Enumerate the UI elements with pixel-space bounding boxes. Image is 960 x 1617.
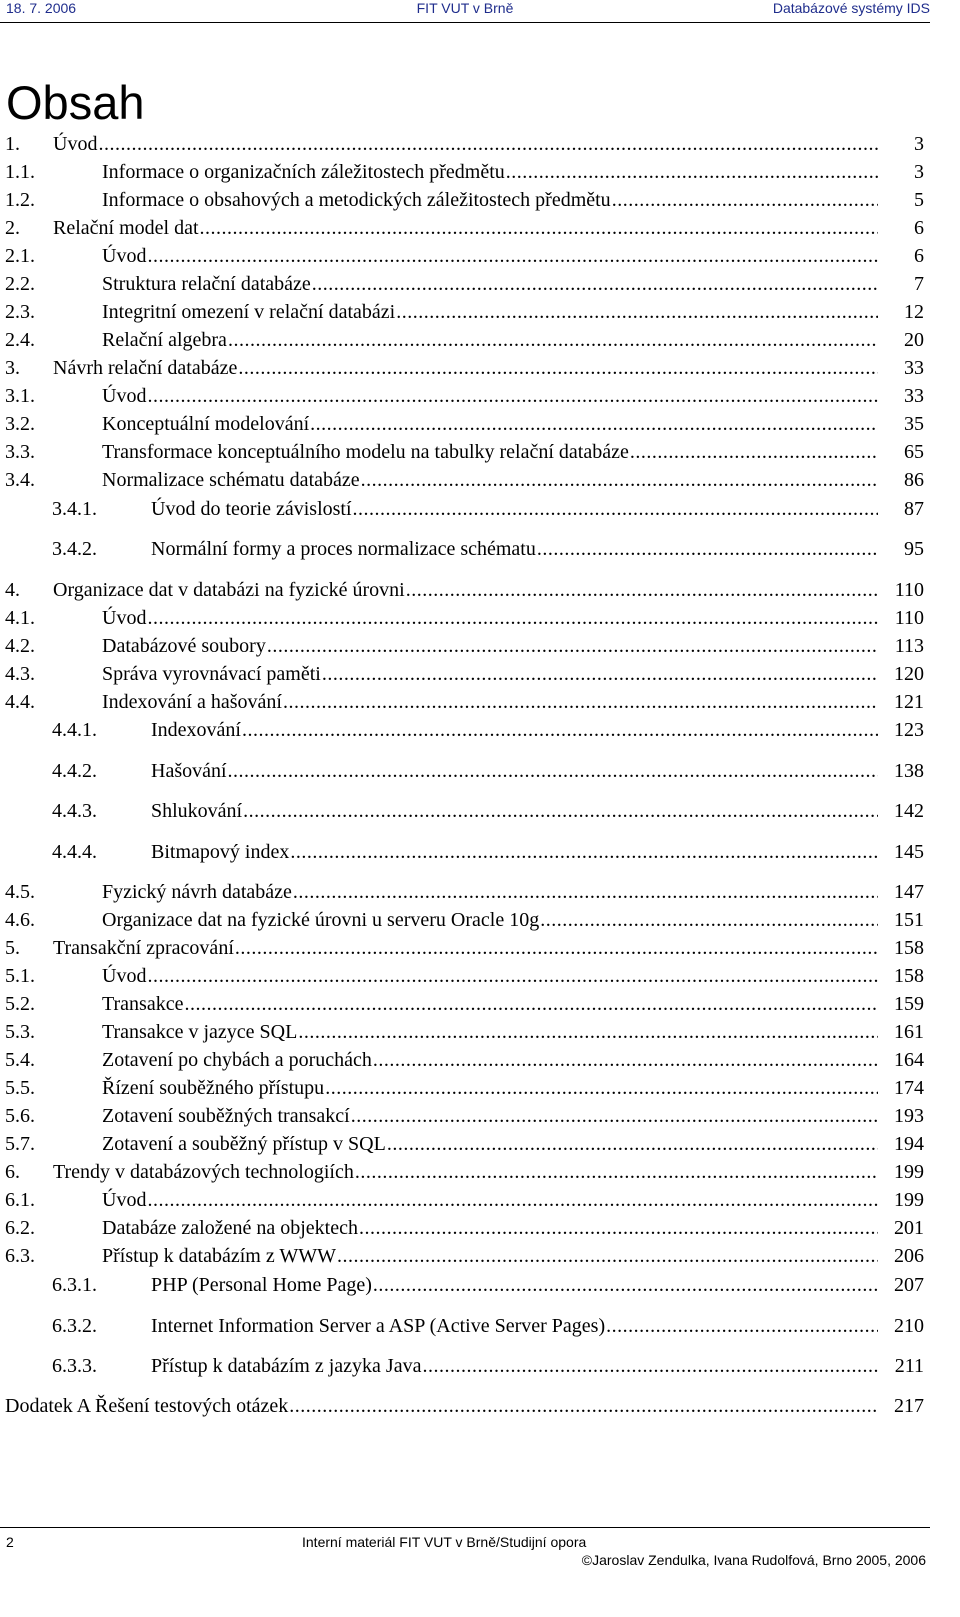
toc-entry-title-wrap (102, 411, 880, 437)
toc-entry-title: Fyzický návrh databáze (102, 881, 292, 903)
toc-entry-number: 6.3.3. (52, 1355, 97, 1377)
toc-entry-page: 33 (904, 385, 924, 407)
toc-entry-title-wrap (102, 187, 880, 213)
toc-dot-leader (238, 355, 878, 381)
toc-entry-title-wrap (53, 577, 880, 603)
toc-entry-title: Zotavení po chybách a poruchách (102, 1049, 372, 1071)
toc-entry-number: 6.1. (5, 1189, 35, 1211)
toc-entry-title: Normální formy a proces normalizace schématu (151, 538, 536, 560)
toc-entry[interactable] (0, 131, 928, 157)
toc-dot-leader (337, 1243, 878, 1269)
toc-entry-title-wrap (102, 383, 880, 409)
toc-dot-leader (355, 1159, 878, 1185)
toc-entry-number: 2. (5, 217, 20, 239)
toc-entry-page: 120 (894, 663, 924, 685)
toc-dot-leader (396, 299, 878, 325)
toc-entry-page: 20 (904, 329, 924, 351)
toc-dot-leader (606, 1313, 878, 1339)
toc-entry-title: Úvod (102, 607, 147, 629)
toc-entry-title-wrap (102, 991, 880, 1017)
toc-entry-title: Přístup k databázím z jazyka Java (151, 1355, 422, 1377)
toc-entry-title-wrap (53, 935, 880, 961)
toc-entry[interactable] (0, 633, 928, 659)
toc-entry[interactable] (0, 879, 928, 905)
toc-entry-title: Transakční zpracování (53, 937, 234, 959)
toc-entry-page: 159 (894, 993, 924, 1015)
toc-entry-page: 145 (894, 841, 924, 863)
toc-dot-leader (200, 215, 878, 241)
toc-entry-page: 6 (914, 217, 924, 239)
toc-dot-leader (422, 1353, 878, 1379)
toc-dot-leader (361, 467, 878, 493)
toc-entry-number: 3.3. (5, 441, 35, 463)
toc-dot-leader (322, 661, 878, 687)
toc-entry-number: 3. (5, 357, 20, 379)
toc-dot-leader (283, 689, 878, 715)
toc-entry[interactable] (0, 1393, 928, 1419)
toc-entry-title-wrap (102, 159, 880, 185)
toc-entry-number: 6.3. (5, 1245, 35, 1267)
toc-entry-number: 4.4.3. (52, 800, 97, 822)
toc-entry-number: 6.3.2. (52, 1315, 97, 1337)
toc-entry-title-wrap (102, 271, 880, 297)
toc-entry-title-wrap (151, 798, 880, 824)
toc-entry-number: 4.6. (5, 909, 35, 931)
toc-entry-title-wrap (151, 717, 880, 743)
toc-entry-title-wrap (102, 1019, 880, 1045)
toc-entry-title-wrap (151, 1272, 880, 1298)
toc-dot-leader (184, 991, 878, 1017)
toc-entry-number: 5. (5, 937, 20, 959)
toc-entry-page: 3 (914, 161, 924, 183)
toc-entry[interactable] (0, 1187, 928, 1213)
toc-entry-title: Zotavení a souběžný přístup v SQL (102, 1133, 386, 1155)
toc-entry[interactable] (0, 187, 928, 213)
toc-entry-number: 4.2. (5, 635, 35, 657)
toc-entry-title-wrap (151, 1353, 880, 1379)
toc-entry-number: 2.2. (5, 273, 35, 295)
toc-entry[interactable] (0, 1047, 928, 1073)
header-school: FIT VUT v Brně (416, 0, 514, 16)
toc-entry-title-wrap (102, 689, 880, 715)
toc-entry[interactable] (0, 1131, 928, 1157)
footer-copyright: ©Jaroslav Zendulka, Ivana Rudolfová, Brno 2005, 2006 (581, 1552, 926, 1568)
toc-entry-number: 4.3. (5, 663, 35, 685)
toc-entry-title-wrap (53, 131, 880, 157)
toc-entry[interactable] (0, 215, 928, 241)
toc-entry-title: Indexování (151, 719, 241, 741)
toc-dot-leader (387, 1131, 878, 1157)
toc-entry-number: 5.1. (5, 965, 35, 987)
toc-entry-page: 199 (894, 1161, 924, 1183)
toc-dot-leader (147, 383, 878, 409)
toc-entry-title-wrap (151, 758, 880, 784)
toc-entry-title: Internet Information Server a ASP (Active Server Pages) (151, 1315, 606, 1337)
toc-entry-number: 2.1. (5, 245, 35, 267)
toc-entry-title-wrap (102, 963, 880, 989)
toc-entry-page: 147 (894, 881, 924, 903)
toc-entry[interactable] (0, 689, 928, 715)
toc-entry[interactable] (0, 758, 928, 784)
toc-dot-leader (147, 1187, 878, 1213)
toc-entry[interactable] (0, 243, 928, 269)
page-footer (0, 1527, 930, 1568)
toc-entry-title: Úvod (53, 133, 98, 155)
toc-entry-title-wrap (151, 839, 880, 865)
toc-entry-number: 5.4. (5, 1049, 35, 1071)
toc-entry-page: 3 (914, 133, 924, 155)
toc-entry-page: 174 (894, 1077, 924, 1099)
toc-entry[interactable] (0, 605, 928, 631)
toc-entry-title: Návrh relační databáze (53, 357, 238, 379)
toc-entry-page: 35 (904, 413, 924, 435)
toc-entry-page: 7 (914, 273, 924, 295)
toc-entry-title: Úvod do teorie závislostí (151, 498, 352, 520)
toc-entry-title: Bitmapový index (151, 841, 290, 863)
toc-entry-title: Konceptuální modelování (102, 413, 310, 435)
toc-dot-leader (289, 1393, 878, 1419)
footer-page-number: 2 (6, 1534, 14, 1550)
toc-dot-leader (293, 879, 878, 905)
toc-entry-page: 207 (894, 1274, 924, 1296)
toc-entry[interactable] (0, 271, 928, 297)
toc-entry-title-wrap (102, 467, 880, 493)
toc-entry-page: 193 (894, 1105, 924, 1127)
toc-dot-leader (235, 935, 878, 961)
toc-entry-title: Shlukování (151, 800, 243, 822)
toc-entry[interactable] (0, 159, 928, 185)
toc-entry-title-wrap (102, 299, 880, 325)
toc-entry-title: Úvod (102, 385, 147, 407)
toc-entry-title: Úvod (102, 1189, 147, 1211)
toc-entry-page: 33 (904, 357, 924, 379)
toc-entry[interactable] (0, 907, 928, 933)
toc-entry-title-wrap (102, 633, 880, 659)
toc-entry-title: Dodatek A Řešení testových otázek (5, 1395, 289, 1417)
toc-dot-leader (351, 1103, 878, 1129)
toc-entry-page: 65 (904, 441, 924, 463)
toc-dot-leader (630, 439, 878, 465)
toc-entry-page: 5 (914, 189, 924, 211)
toc-entry-title-wrap (102, 605, 880, 631)
toc-entry-title-wrap (102, 1103, 880, 1129)
toc-entry-number: 3.2. (5, 413, 35, 435)
toc-dot-leader (612, 187, 878, 213)
toc-entry-title: Řízení souběžného přístupu (102, 1077, 325, 1099)
toc-entry-title: Informace o organizačních záležitostech předmětu (102, 161, 505, 183)
toc-dot-leader (290, 839, 878, 865)
toc-entry[interactable] (0, 1019, 928, 1045)
toc-dot-leader (147, 605, 878, 631)
toc-entry-title: Organizace dat na fyzické úrovni u serveru Oracle 10g (102, 909, 540, 931)
toc-entry[interactable] (0, 355, 928, 381)
toc-entry-title-wrap (151, 536, 880, 562)
toc-entry-number: 4.1. (5, 607, 35, 629)
toc-entry[interactable] (0, 1272, 928, 1298)
toc-entry-page: 142 (894, 800, 924, 822)
toc-entry[interactable] (0, 1243, 928, 1269)
toc-entry-number: 2.4. (5, 329, 35, 351)
toc-entry[interactable] (0, 439, 928, 465)
toc-entry-page: 194 (894, 1133, 924, 1155)
toc-entry[interactable] (0, 383, 928, 409)
toc-entry[interactable] (0, 536, 928, 562)
toc-entry-page: 95 (904, 538, 924, 560)
toc-entry-page: 110 (894, 579, 924, 601)
toc-entry[interactable] (0, 717, 928, 743)
toc-entry-title-wrap (102, 1131, 880, 1157)
toc-entry-title-wrap (102, 327, 880, 353)
toc-entry-page: 158 (894, 965, 924, 987)
toc-entry-title-wrap (102, 1187, 880, 1213)
toc-entry[interactable] (0, 798, 928, 824)
toc-entry-title-wrap (102, 879, 880, 905)
toc-entry[interactable] (0, 327, 928, 353)
toc-dot-leader (312, 271, 878, 297)
toc-entry[interactable] (0, 1353, 928, 1379)
header-date: 18. 7. 2006 (6, 0, 77, 16)
toc-entry-title-wrap (102, 1243, 880, 1269)
toc-entry[interactable] (0, 1075, 928, 1101)
toc-entry-title: Indexování a hašování (102, 691, 282, 713)
toc-entry-title: Transakce v jazyce SQL (102, 1021, 298, 1043)
toc-entry-page: 121 (894, 691, 924, 713)
toc-entry-number: 3.4.1. (52, 498, 97, 520)
toc-entry-title-wrap (53, 1159, 880, 1185)
toc-entry-title-wrap (102, 1215, 880, 1241)
toc-entry-page: 164 (894, 1049, 924, 1071)
toc-entry-title: Databáze založené na objektech (102, 1217, 358, 1239)
toc-entry-number: 1.1. (5, 161, 35, 183)
toc-dot-leader (325, 1075, 878, 1101)
toc-entry[interactable] (0, 1159, 928, 1185)
toc-dot-leader (373, 1047, 878, 1073)
toc-entry-number: 5.3. (5, 1021, 35, 1043)
toc-entry-number: 5.5. (5, 1077, 35, 1099)
toc-entry-title: Normalizace schématu databáze (102, 469, 360, 491)
toc-entry-number: 4. (5, 579, 20, 601)
toc-entry-title: Integritní omezení v relační databázi (102, 301, 396, 323)
toc-dot-leader (298, 1019, 878, 1045)
toc-entry-number: 4.4.2. (52, 760, 97, 782)
toc-entry-title-wrap (5, 1393, 880, 1419)
toc-entry-page: 87 (904, 498, 924, 520)
toc-entry-page: 6 (914, 245, 924, 267)
toc-dot-leader (353, 496, 878, 522)
toc-entry-number: 1.2. (5, 189, 35, 211)
toc-entry-title: Zotavení souběžných transakcí (102, 1105, 350, 1127)
toc-entry-page: 113 (894, 635, 924, 657)
toc-entry-title: Organizace dat v databázi na fyzické úrovni (53, 579, 405, 601)
toc-entry-title: Transakce (102, 993, 184, 1015)
toc-dot-leader (537, 536, 878, 562)
toc-dot-leader (506, 159, 878, 185)
toc-entry-number: 5.6. (5, 1105, 35, 1127)
toc-entry-title-wrap (102, 439, 880, 465)
toc-entry-page: 151 (894, 909, 924, 931)
toc-entry-number: 1. (5, 133, 20, 155)
toc-entry-page: 123 (894, 719, 924, 741)
toc-dot-leader (406, 577, 878, 603)
toc-entry-page: 110 (894, 607, 924, 629)
page-title: Obsah (6, 76, 145, 129)
toc-entry-number: 4.4.1. (52, 719, 97, 741)
toc-entry-title-wrap (102, 1075, 880, 1101)
toc-entry-title: Správa vyrovnávací paměti (102, 663, 321, 685)
toc-entry-title: Informace o obsahových a metodických záležitostech předmětu (102, 189, 611, 211)
toc-entry-page: 12 (904, 301, 924, 323)
toc-entry[interactable] (0, 839, 928, 865)
toc-entry-number: 3.1. (5, 385, 35, 407)
toc-entry-title-wrap (102, 243, 880, 269)
toc-entry-title: PHP (Personal Home Page) (151, 1274, 372, 1296)
toc-entry[interactable] (0, 963, 928, 989)
toc-entry-number: 4.5. (5, 881, 35, 903)
toc-entry-title-wrap (151, 496, 880, 522)
toc-entry[interactable] (0, 1103, 928, 1129)
toc-entry-page: 199 (894, 1189, 924, 1211)
toc-entry-number: 3.4. (5, 469, 35, 491)
toc-entry-title-wrap (151, 1313, 880, 1339)
toc-dot-leader (267, 633, 878, 659)
toc-entry-title: Trendy v databázových technologiích (53, 1161, 354, 1183)
toc-entry-title: Relační model dat (53, 217, 199, 239)
toc-entry-title: Struktura relační databáze (102, 273, 311, 295)
toc-entry-number: 6.2. (5, 1217, 35, 1239)
toc-entry-number: 5.7. (5, 1133, 35, 1155)
toc-entry-number: 2.3. (5, 301, 35, 323)
toc-entry[interactable] (0, 991, 928, 1017)
toc-entry[interactable] (0, 411, 928, 437)
toc-entry-number: 4.4.4. (52, 841, 97, 863)
toc-entry-number: 5.2. (5, 993, 35, 1015)
toc-entry-number: 6. (5, 1161, 20, 1183)
toc-dot-leader (98, 131, 878, 157)
toc-entry[interactable] (0, 577, 928, 603)
toc-entry-number: 6.3.1. (52, 1274, 97, 1296)
toc-entry-title-wrap (102, 907, 880, 933)
toc-entry-title-wrap (102, 661, 880, 687)
toc-entry-page: 201 (894, 1217, 924, 1239)
toc-entry[interactable] (0, 299, 928, 325)
toc-entry-title: Úvod (102, 245, 147, 267)
toc-entry-page: 210 (894, 1315, 924, 1337)
toc-entry-number: 4.4. (5, 691, 35, 713)
toc-entry-title: Úvod (102, 965, 147, 987)
toc-dot-leader (147, 963, 878, 989)
toc-entry[interactable] (0, 496, 928, 522)
toc-entry-title-wrap (53, 215, 880, 241)
toc-entry-title-wrap (102, 1047, 880, 1073)
footer-source: Interní materiál FIT VUT v Brně/Studijní opora (302, 1534, 587, 1550)
toc-entry-page: 138 (894, 760, 924, 782)
toc-entry-title: Databázové soubory (102, 635, 266, 657)
header-course: Databázové systémy IDS (772, 0, 930, 16)
toc-dot-leader (373, 1272, 878, 1298)
toc-entry-number: 3.4.2. (52, 538, 97, 560)
toc-entry-page: 217 (894, 1395, 924, 1417)
toc-entry-title: Transformace konceptuálního modelu na tabulky relační databáze (102, 441, 629, 463)
toc-entry[interactable] (0, 661, 928, 687)
toc-dot-leader (228, 758, 878, 784)
toc-entry-page: 211 (894, 1355, 924, 1377)
toc-dot-leader (228, 327, 878, 353)
toc-entry-page: 158 (894, 937, 924, 959)
toc-entry[interactable] (0, 935, 928, 961)
toc-entry-title: Relační algebra (102, 329, 227, 351)
toc-entry-title: Hašování (151, 760, 227, 782)
toc-entry-page: 206 (894, 1245, 924, 1267)
toc-entry[interactable] (0, 1313, 928, 1339)
toc-entry-page: 86 (904, 469, 924, 491)
toc-entry-page: 161 (894, 1021, 924, 1043)
toc-entry-title: Přístup k databázím z WWW (102, 1245, 337, 1267)
toc-dot-leader (310, 411, 878, 437)
toc-dot-leader (359, 1215, 878, 1241)
toc-dot-leader (540, 907, 878, 933)
toc-entry-title-wrap (53, 355, 880, 381)
toc-dot-leader (147, 243, 878, 269)
toc-dot-leader (242, 717, 878, 743)
toc-dot-leader (243, 798, 878, 824)
toc-entry[interactable] (0, 1215, 928, 1241)
toc-entry[interactable] (0, 467, 928, 493)
